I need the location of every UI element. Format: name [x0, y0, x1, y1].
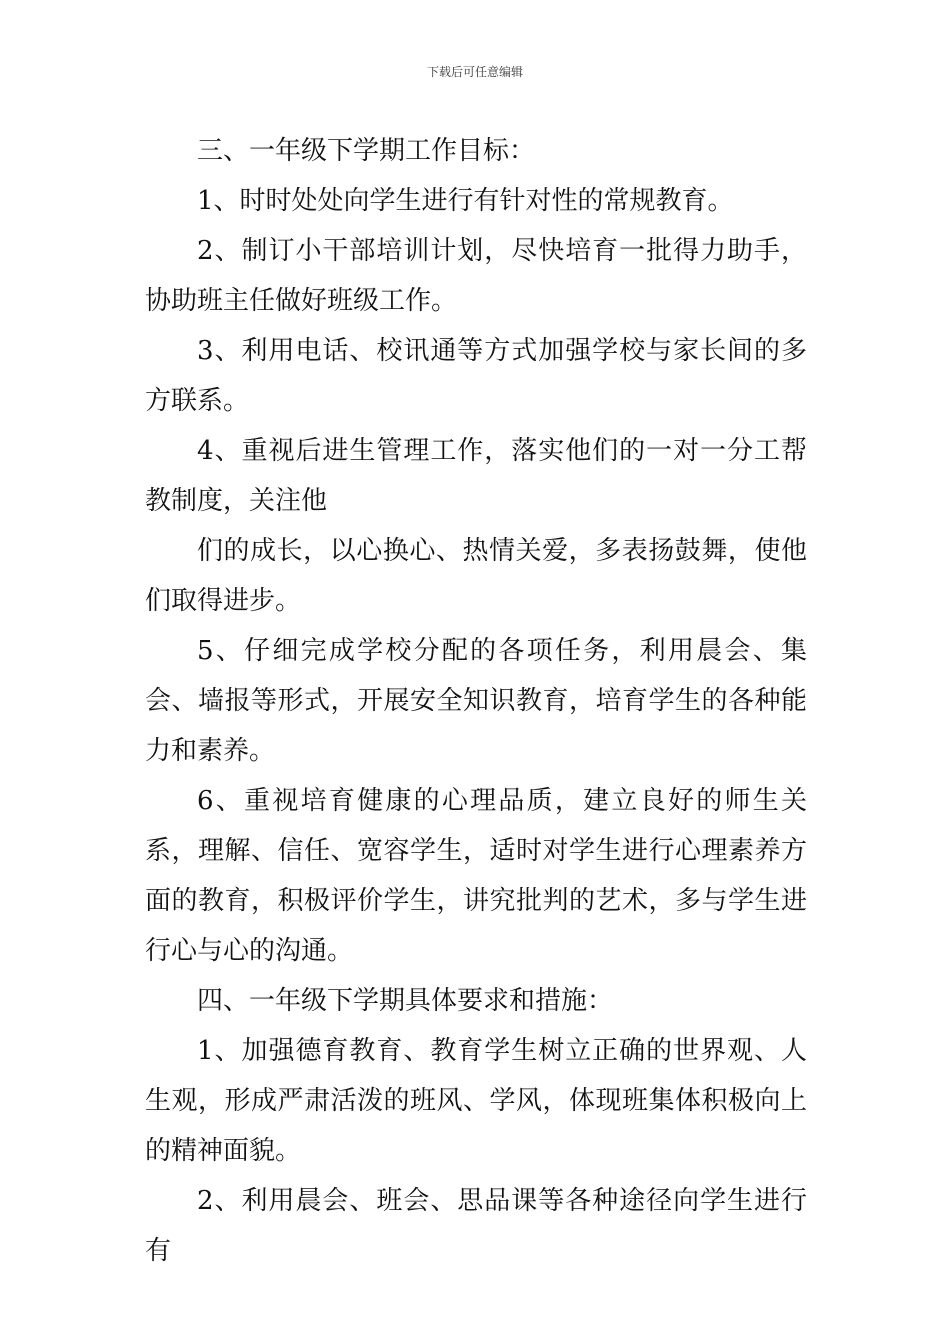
paragraph: 6、重视培育健康的心理品质，建立良好的师生关系，理解、信任、宽容学生，适时对学生进行心理素养方面的教育，积极评价学生，讲究批判的艺术，多与学生进行心与心的沟通。: [145, 786, 807, 966]
section-heading-goals: 三、一年级下学期工作目标：: [197, 136, 536, 166]
paragraph: 1、加强德育教育、教育学生树立正确的世界观、人生观，形成严肃活泼的班风、学风，体现班集体积极向上的精神面貌。: [145, 1036, 807, 1166]
paragraph: 1、时时处处向学生进行有针对性的常规教育。: [197, 186, 734, 216]
section-heading-measures: 四、一年级下学期具体要求和措施：: [197, 986, 614, 1016]
document-body: [145, 126, 807, 1276]
paragraph: 2、利用晨会、班会、思品课等各种途径向学生进行有: [145, 1186, 807, 1266]
paragraph: 2、制订小干部培训计划，尽快培育一批得力助手，协助班主任做好班级工作。: [145, 236, 807, 316]
paragraph: 3、利用电话、校讯通等方式加强学校与家长间的多方联系。: [145, 336, 807, 416]
paragraph: 4、重视后进生管理工作，落实他们的一对一分工帮教制度，关注他: [145, 436, 807, 516]
paragraph: 们的成长，以心换心、热情关爱，多表扬鼓舞，使他们取得进步。: [145, 536, 807, 616]
page-header: 下载后可任意编辑: [426, 65, 523, 79]
paragraph: 5、仔细完成学校分配的各项任务，利用晨会、集会、墙报等形式，开展安全知识教育，培育学生的各种能力和素养。: [145, 636, 807, 766]
